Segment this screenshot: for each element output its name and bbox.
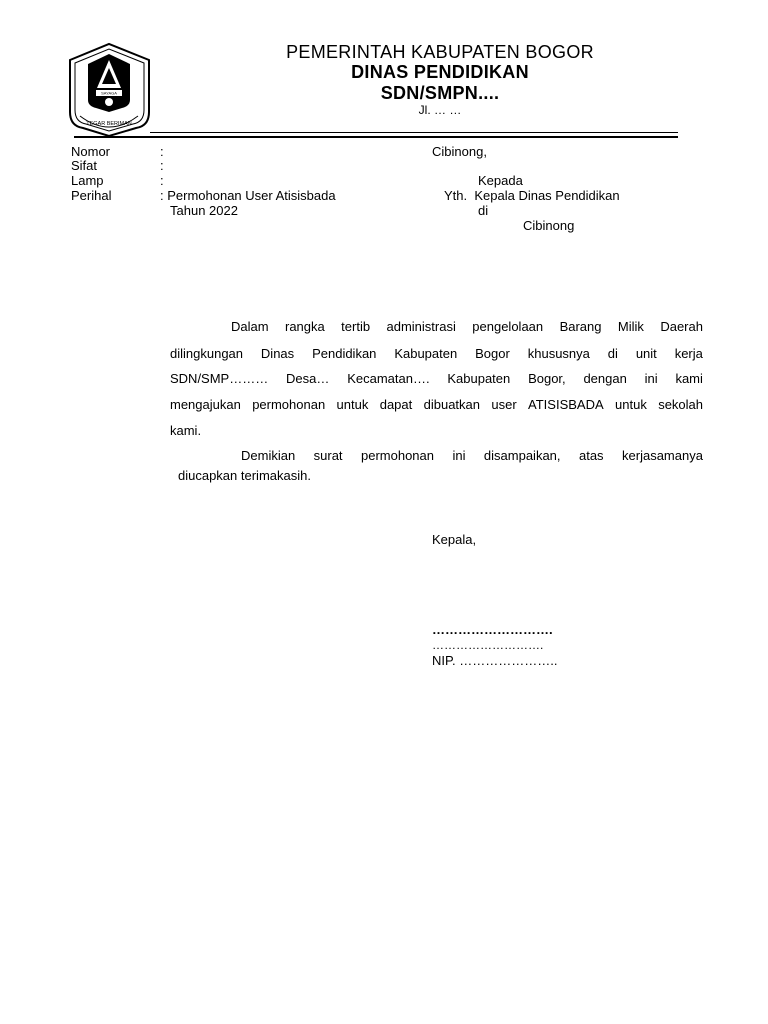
body-word: ini [644, 371, 658, 386]
letterhead-government: PEMERINTAH KABUPATEN BOGOR [286, 42, 594, 62]
body-word: Kabupaten [394, 346, 458, 361]
body-word: kami [675, 371, 703, 386]
body-word: mengajukan [170, 397, 241, 412]
body-word: rangka [285, 319, 325, 334]
lamp-label: Lamp [71, 173, 104, 188]
sifat-colon: : [160, 158, 164, 173]
body-p2-line1 [241, 448, 703, 463]
body-word: SDN/SMP……… [170, 371, 269, 386]
body-word: unit [635, 346, 657, 361]
perihal-value: : Permohonan User Atisisbada [160, 188, 336, 203]
recipient-di: di [478, 203, 489, 218]
body-word: Desa… [286, 371, 330, 386]
nomor-label: Nomor [71, 144, 111, 159]
body-word: Kabupaten [447, 371, 511, 386]
body-word: dengan [583, 371, 627, 386]
place-date: Cibinong, [432, 144, 487, 159]
body-word: Barang [559, 319, 602, 334]
body-word: atas [578, 448, 604, 463]
logo-motto: TEGAR BERIMAN [86, 121, 132, 127]
bogor-regency-emblem-icon [66, 42, 153, 140]
body-word: user [491, 397, 517, 412]
signature-title: Kepala, [432, 532, 477, 547]
body-p1-line3 [170, 371, 703, 386]
body-word: Daerah [660, 319, 703, 334]
body-word: khususnya [527, 346, 590, 361]
body-word: Dinas [260, 346, 295, 361]
lamp-colon: : [160, 173, 164, 188]
signature-rank: ………………………. [432, 638, 544, 652]
body-word: Kecamatan…. [347, 371, 430, 386]
letterhead-divider-thin [150, 132, 678, 133]
svg-text:SAYAGA: SAYAGA [101, 90, 117, 96]
recipient-city: Cibinong [523, 218, 575, 233]
body-word: sekolah [658, 397, 703, 412]
body-word: untuk [336, 397, 369, 412]
body-word: di [607, 346, 618, 361]
body-word: surat [313, 448, 343, 463]
body-word: Bogor, [528, 371, 566, 386]
body-word: administrasi [386, 319, 456, 334]
nomor-colon: : [160, 144, 164, 159]
body-word: kerja [674, 346, 703, 361]
body-p1-line1 [231, 319, 703, 334]
body-word: dibuatkan [423, 397, 481, 412]
body-word: disampaikan, [483, 448, 561, 463]
body-word: permohonan [252, 397, 326, 412]
perihal-value-line2: Tahun 2022 [170, 203, 238, 218]
letterhead-divider-thick [74, 136, 678, 138]
body-word: dilingkungan [170, 346, 244, 361]
body-word: ini [452, 448, 466, 463]
body-p2-line2: diucapkan terimakasih. [178, 468, 311, 483]
recipient-title: Yth. Kepala Dinas Pendidikan [444, 188, 620, 203]
body-word: kerjasamanya [622, 448, 703, 463]
body-word: Dalam [231, 319, 269, 334]
body-word: dapat [379, 397, 413, 412]
letterhead-department: DINAS PENDIDIKAN [351, 62, 529, 82]
body-p1-line2 [170, 346, 703, 361]
letterhead-address: Jl. … … [418, 103, 462, 117]
body-word: Demikian [241, 448, 296, 463]
kepada-label: Kepada [478, 173, 523, 188]
body-word: tertib [341, 319, 371, 334]
body-word: Pendidikan [312, 346, 377, 361]
body-word: ATISISBADA [528, 397, 604, 412]
signature-nip: NIP. ………………….. [432, 653, 558, 668]
signature-name: ………………………. [432, 622, 553, 637]
body-word: Bogor [475, 346, 510, 361]
body-word: untuk [615, 397, 647, 412]
body-p1-line5: kami. [170, 423, 202, 438]
sifat-label: Sifat [71, 158, 98, 173]
body-p1-line4 [170, 397, 703, 412]
body-word: pengelolaan [472, 319, 544, 334]
body-word: Milik [617, 319, 644, 334]
body-word: permohonan [361, 448, 434, 463]
perihal-label: Perihal [71, 188, 112, 203]
letterhead-school: SDN/SMPN.... [380, 83, 500, 103]
